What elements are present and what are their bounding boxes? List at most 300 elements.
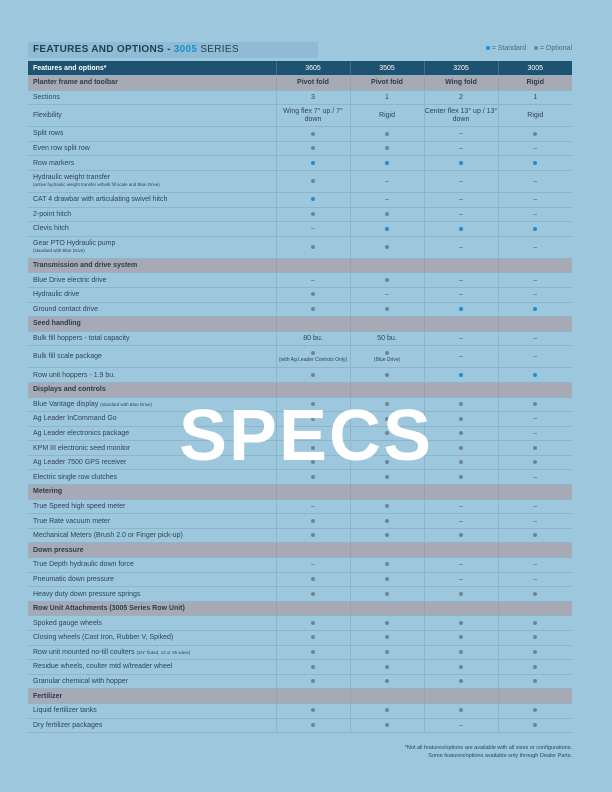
optional-cell <box>498 674 572 689</box>
row-label-text: Fertilizer <box>33 692 63 700</box>
not-available-cell <box>276 222 350 237</box>
not-available-cell <box>498 514 572 529</box>
value-cell: 50 bu. <box>350 331 424 346</box>
value-cell <box>498 258 572 273</box>
optional-cell <box>350 397 424 412</box>
optional-cell <box>276 207 350 222</box>
optional-cell <box>276 287 350 302</box>
optional-cell <box>424 397 498 412</box>
optional-cell <box>276 455 350 470</box>
optional-dot-icon <box>311 132 315 136</box>
standard-cell <box>498 302 572 317</box>
row-label-text: Hydraulic weight transfer <box>33 174 111 182</box>
optional-dot-icon <box>459 679 463 683</box>
optional-dot-icon <box>311 475 315 479</box>
optional-cell <box>424 528 498 543</box>
value-cell: Pivot fold <box>350 76 424 91</box>
row-label <box>28 156 276 171</box>
optional-dot-icon <box>385 723 389 727</box>
not-available-mark: – <box>385 196 389 204</box>
optional-cell <box>424 645 498 660</box>
table-row <box>28 441 572 456</box>
standard-cell <box>424 302 498 317</box>
table-row <box>28 718 572 733</box>
specs-watermark: SPECS <box>178 396 434 476</box>
row-label-text: Spoked gauge wheels <box>33 619 102 627</box>
value-cell <box>350 601 424 616</box>
row-label-text: True Speed high speed meter <box>33 502 126 510</box>
optional-cell <box>276 127 350 142</box>
not-available-cell <box>498 499 572 514</box>
optional-cell <box>498 631 572 646</box>
section-row <box>28 76 572 91</box>
standard-cell <box>350 156 424 171</box>
table-row <box>28 631 572 646</box>
not-available-cell <box>498 331 572 346</box>
optional-dot-icon <box>311 592 315 596</box>
table-row <box>28 170 572 192</box>
optional-cell <box>498 397 572 412</box>
optional-dot-icon <box>459 708 463 712</box>
row-label <box>28 616 276 631</box>
row-label-text: Ag Leader 7500 GPS receiver <box>33 459 127 467</box>
row-label <box>28 689 276 704</box>
optional-dot-icon <box>533 723 537 727</box>
not-available-mark: – <box>533 473 538 481</box>
not-available-mark: – <box>311 561 315 569</box>
optional-cell <box>350 528 424 543</box>
not-available-cell <box>424 141 498 156</box>
optional-cell <box>276 426 350 441</box>
optional-cell <box>276 346 350 368</box>
value-cell <box>424 382 498 397</box>
value-cell: Rigid <box>498 105 572 127</box>
optional-dot-icon <box>311 723 315 727</box>
optional-dot-icon <box>385 402 389 406</box>
not-available-cell <box>498 207 572 222</box>
row-label <box>28 499 276 514</box>
optional-cell <box>276 631 350 646</box>
optional-cell <box>350 514 424 529</box>
optional-dot-icon <box>459 402 463 406</box>
standard-cell <box>276 156 350 171</box>
row-label-text: Row unit mounted no-till coulters <box>33 648 135 656</box>
table-row <box>28 426 572 441</box>
optional-cell <box>350 645 424 660</box>
optional-cell <box>424 412 498 427</box>
optional-dot-icon <box>385 245 389 249</box>
optional-cell <box>276 236 350 258</box>
standard-dot-icon <box>533 373 537 377</box>
not-available-mark: – <box>533 243 538 251</box>
page-title <box>33 44 239 55</box>
row-label-text: Clevis hitch <box>33 225 69 233</box>
table-row <box>28 236 572 258</box>
value-cell <box>276 689 350 704</box>
column-header: 3005 <box>498 61 572 76</box>
not-available-mark: – <box>459 353 463 361</box>
standard-cell <box>276 192 350 207</box>
not-available-mark: – <box>533 196 538 204</box>
section-row <box>28 485 572 500</box>
optional-cell <box>350 587 424 602</box>
standard-dot-icon <box>385 227 389 231</box>
not-available-mark: – <box>533 429 538 437</box>
table-row <box>28 156 572 171</box>
optional-dot-icon <box>311 179 315 183</box>
not-available-mark: – <box>311 225 315 233</box>
optional-cell <box>350 703 424 718</box>
table-row <box>28 302 572 317</box>
optional-cell <box>498 645 572 660</box>
optional-cell <box>350 346 424 368</box>
optional-cell <box>424 703 498 718</box>
not-available-cell <box>350 192 424 207</box>
row-label <box>28 236 276 258</box>
not-available-cell <box>498 426 572 441</box>
optional-dot-icon <box>385 650 389 654</box>
optional-cell <box>424 616 498 631</box>
not-available-cell <box>424 192 498 207</box>
optional-cell <box>276 368 350 383</box>
not-available-cell <box>498 346 572 368</box>
table-row <box>28 346 572 368</box>
row-label-text: Ground contact drive <box>33 305 98 313</box>
optional-cell <box>350 616 424 631</box>
optional-cell <box>276 528 350 543</box>
optional-dot-icon <box>385 621 389 625</box>
not-available-cell <box>498 170 572 192</box>
value-cell: 3 <box>276 90 350 105</box>
row-label-text: True Depth hydraulic down force <box>33 561 134 569</box>
optional-cell <box>276 616 350 631</box>
row-label <box>28 645 276 660</box>
optional-dot-icon <box>459 635 463 639</box>
row-label <box>28 485 276 500</box>
value-cell <box>276 485 350 500</box>
optional-cell <box>424 441 498 456</box>
optional-dot-icon <box>459 621 463 625</box>
row-label <box>28 331 276 346</box>
not-available-cell <box>424 273 498 288</box>
not-available-cell <box>424 514 498 529</box>
row-label-text: Bulk fill scale package <box>33 353 102 361</box>
optional-dot-icon <box>385 679 389 683</box>
not-available-cell <box>498 287 572 302</box>
optional-dot-icon <box>311 708 315 712</box>
not-available-mark: – <box>533 291 538 299</box>
optional-cell <box>276 660 350 675</box>
table-row <box>28 90 572 105</box>
row-label <box>28 514 276 529</box>
optional-dot-icon <box>311 665 315 669</box>
row-label-text: Liquid fertilizer tanks <box>33 707 97 715</box>
standard-cell <box>350 222 424 237</box>
optional-dot-icon <box>311 650 315 654</box>
value-cell <box>350 543 424 558</box>
standard-dot-icon <box>385 161 389 165</box>
table-row <box>28 273 572 288</box>
row-label <box>28 572 276 587</box>
table-row <box>28 412 572 427</box>
optional-dot-icon <box>459 460 463 464</box>
optional-dot-icon <box>459 665 463 669</box>
row-label-text: KPM III electronic seed monitor <box>33 444 131 452</box>
not-available-cell <box>424 236 498 258</box>
not-available-mark: – <box>459 210 463 218</box>
optional-cell <box>350 207 424 222</box>
row-note: (standard with Blue Drive) <box>33 248 85 254</box>
row-label <box>28 207 276 222</box>
standard-cell <box>424 156 498 171</box>
optional-cell <box>276 645 350 660</box>
optional-cell <box>350 499 424 514</box>
not-available-mark: – <box>533 415 538 423</box>
optional-cell <box>276 302 350 317</box>
optional-dot-icon <box>385 708 389 712</box>
optional-dot-icon <box>311 245 315 249</box>
optional-cell <box>350 470 424 485</box>
optional-dot-icon <box>534 46 538 50</box>
row-label <box>28 587 276 602</box>
row-label-text: Metering <box>33 488 63 496</box>
table-row <box>28 455 572 470</box>
section-row <box>28 601 572 616</box>
optional-dot-icon <box>533 132 537 136</box>
table-header-row <box>28 61 572 76</box>
standard-cell <box>424 368 498 383</box>
value-note: (with Ag Leader Controls Only) <box>278 356 348 363</box>
not-available-mark: – <box>533 210 538 218</box>
row-label <box>28 528 276 543</box>
optional-dot-icon <box>311 679 315 683</box>
optional-cell <box>498 455 572 470</box>
optional-dot-icon <box>385 417 389 421</box>
optional-dot-icon <box>385 533 389 537</box>
row-label <box>28 426 276 441</box>
row-label <box>28 76 276 91</box>
table-row <box>28 397 572 412</box>
row-label-text: True Rate vacuum meter <box>33 517 111 525</box>
value-cell: 1 <box>498 90 572 105</box>
not-available-cell <box>424 558 498 573</box>
row-label-text: Flexibility <box>33 112 62 120</box>
value-cell <box>350 258 424 273</box>
optional-cell <box>498 616 572 631</box>
value-cell <box>276 543 350 558</box>
optional-cell <box>276 674 350 689</box>
not-available-cell <box>498 572 572 587</box>
row-label-text: Bulk fill hoppers - total capacity <box>33 335 130 343</box>
not-available-cell <box>498 192 572 207</box>
value-cell: Wing flex 7° up / 7° down <box>276 105 350 127</box>
row-label <box>28 222 276 237</box>
optional-cell <box>350 141 424 156</box>
not-available-mark: – <box>533 561 538 569</box>
optional-dot-icon <box>459 431 463 435</box>
optional-dot-icon <box>385 562 389 566</box>
standard-cell <box>498 368 572 383</box>
not-available-cell <box>424 346 498 368</box>
row-note: (active hydraulic weight transfer w/bulk fill scale and Blue Drive) <box>33 182 160 188</box>
value-cell <box>424 258 498 273</box>
optional-cell <box>424 674 498 689</box>
row-label <box>28 273 276 288</box>
not-available-cell <box>424 718 498 733</box>
value-cell <box>350 317 424 332</box>
row-label-text: Ag Leader InCommand Go <box>33 415 117 423</box>
optional-cell <box>350 426 424 441</box>
optional-dot-icon <box>311 417 315 421</box>
optional-cell <box>276 703 350 718</box>
optional-cell <box>498 718 572 733</box>
value-cell <box>424 689 498 704</box>
optional-dot-icon <box>385 519 389 523</box>
column-header: 3505 <box>350 61 424 76</box>
not-available-cell <box>424 499 498 514</box>
table-row <box>28 499 572 514</box>
not-available-cell <box>276 273 350 288</box>
optional-cell <box>498 441 572 456</box>
table-row <box>28 674 572 689</box>
not-available-cell <box>498 273 572 288</box>
optional-dot-icon <box>385 431 389 435</box>
row-label-text: CAT 4 drawbar with articulating swivel hitch <box>33 196 168 204</box>
not-available-cell <box>276 558 350 573</box>
optional-dot-icon <box>533 621 537 625</box>
value-cell <box>498 485 572 500</box>
features-table-body <box>28 61 572 733</box>
value-cell <box>424 317 498 332</box>
optional-cell <box>498 587 572 602</box>
not-available-cell <box>276 499 350 514</box>
row-label <box>28 674 276 689</box>
optional-dot-icon <box>385 460 389 464</box>
not-available-cell <box>424 572 498 587</box>
section-row <box>28 258 572 273</box>
optional-cell <box>350 674 424 689</box>
value-cell <box>498 543 572 558</box>
optional-dot-icon <box>385 212 389 216</box>
not-available-cell <box>350 170 424 192</box>
optional-dot-icon <box>385 665 389 669</box>
not-available-mark: – <box>533 177 538 185</box>
optional-cell <box>350 441 424 456</box>
row-label-text: Down pressure <box>33 546 84 554</box>
not-available-cell <box>424 170 498 192</box>
optional-dot-icon <box>311 519 315 523</box>
row-label-text: Split rows <box>33 130 64 138</box>
value-cell: 2 <box>424 90 498 105</box>
row-label <box>28 170 276 192</box>
optional-cell <box>424 587 498 602</box>
row-label <box>28 127 276 142</box>
row-label <box>28 90 276 105</box>
not-available-mark: – <box>459 561 463 569</box>
optional-cell <box>498 127 572 142</box>
table-row <box>28 528 572 543</box>
optional-dot-icon <box>385 577 389 581</box>
row-label-text: Row markers <box>33 159 75 167</box>
optional-cell <box>276 514 350 529</box>
standard-dot-icon <box>486 46 490 50</box>
row-label-text: Ag Leader electronics package <box>33 429 130 437</box>
row-label <box>28 631 276 646</box>
row-label <box>28 346 276 368</box>
value-cell: Rigid <box>498 76 572 91</box>
optional-dot-icon <box>311 402 315 406</box>
optional-dot-icon <box>459 650 463 654</box>
not-available-cell <box>498 412 572 427</box>
optional-cell <box>350 558 424 573</box>
optional-dot-icon <box>385 278 389 282</box>
not-available-mark: – <box>533 145 538 153</box>
section-row <box>28 382 572 397</box>
optional-cell <box>276 718 350 733</box>
row-label <box>28 192 276 207</box>
not-available-mark: – <box>459 243 463 251</box>
row-label <box>28 660 276 675</box>
row-label-text: 2-point hitch <box>33 210 72 218</box>
value-cell <box>498 317 572 332</box>
optional-dot-icon <box>459 446 463 450</box>
standard-dot-icon <box>459 373 463 377</box>
optional-cell <box>276 587 350 602</box>
not-available-cell <box>498 236 572 258</box>
row-label-text: Residue wheels, coulter mtd w/treader wheel <box>33 663 173 671</box>
optional-cell <box>350 660 424 675</box>
not-available-mark: – <box>311 502 315 510</box>
optional-cell <box>350 127 424 142</box>
optional-dot-icon <box>311 146 315 150</box>
optional-dot-icon <box>533 650 537 654</box>
table-row <box>28 207 572 222</box>
row-label <box>28 141 276 156</box>
optional-dot-icon <box>385 635 389 639</box>
optional-dot-icon <box>459 475 463 479</box>
optional-dot-icon <box>311 351 315 355</box>
row-label-text: Displays and controls <box>33 386 106 394</box>
row-label-text: Closing wheels (Cast Iron, Rubber V, Spiked) <box>33 634 174 642</box>
value-cell: Center flex 13° up / 13° down <box>424 105 498 127</box>
optional-dot-icon <box>311 292 315 296</box>
table-row <box>28 645 572 660</box>
column-header: 3605 <box>276 61 350 76</box>
not-available-cell <box>424 331 498 346</box>
table-row <box>28 105 572 127</box>
optional-cell <box>350 718 424 733</box>
optional-dot-icon <box>385 475 389 479</box>
not-available-mark: – <box>533 276 538 284</box>
not-available-mark: – <box>385 177 389 185</box>
value-cell <box>350 485 424 500</box>
optional-dot-icon <box>533 635 537 639</box>
optional-dot-icon <box>533 708 537 712</box>
optional-dot-icon <box>533 665 537 669</box>
optional-dot-icon <box>459 592 463 596</box>
optional-dot-icon <box>311 373 315 377</box>
row-label-text: Gear PTO Hydraulic pump <box>33 240 116 248</box>
standard-dot-icon <box>459 161 463 165</box>
optional-dot-icon <box>311 533 315 537</box>
optional-cell <box>350 455 424 470</box>
standard-dot-icon <box>459 227 463 231</box>
table-row <box>28 558 572 573</box>
not-available-mark: – <box>459 575 463 583</box>
table-row <box>28 127 572 142</box>
section-row <box>28 317 572 332</box>
value-cell <box>498 689 572 704</box>
